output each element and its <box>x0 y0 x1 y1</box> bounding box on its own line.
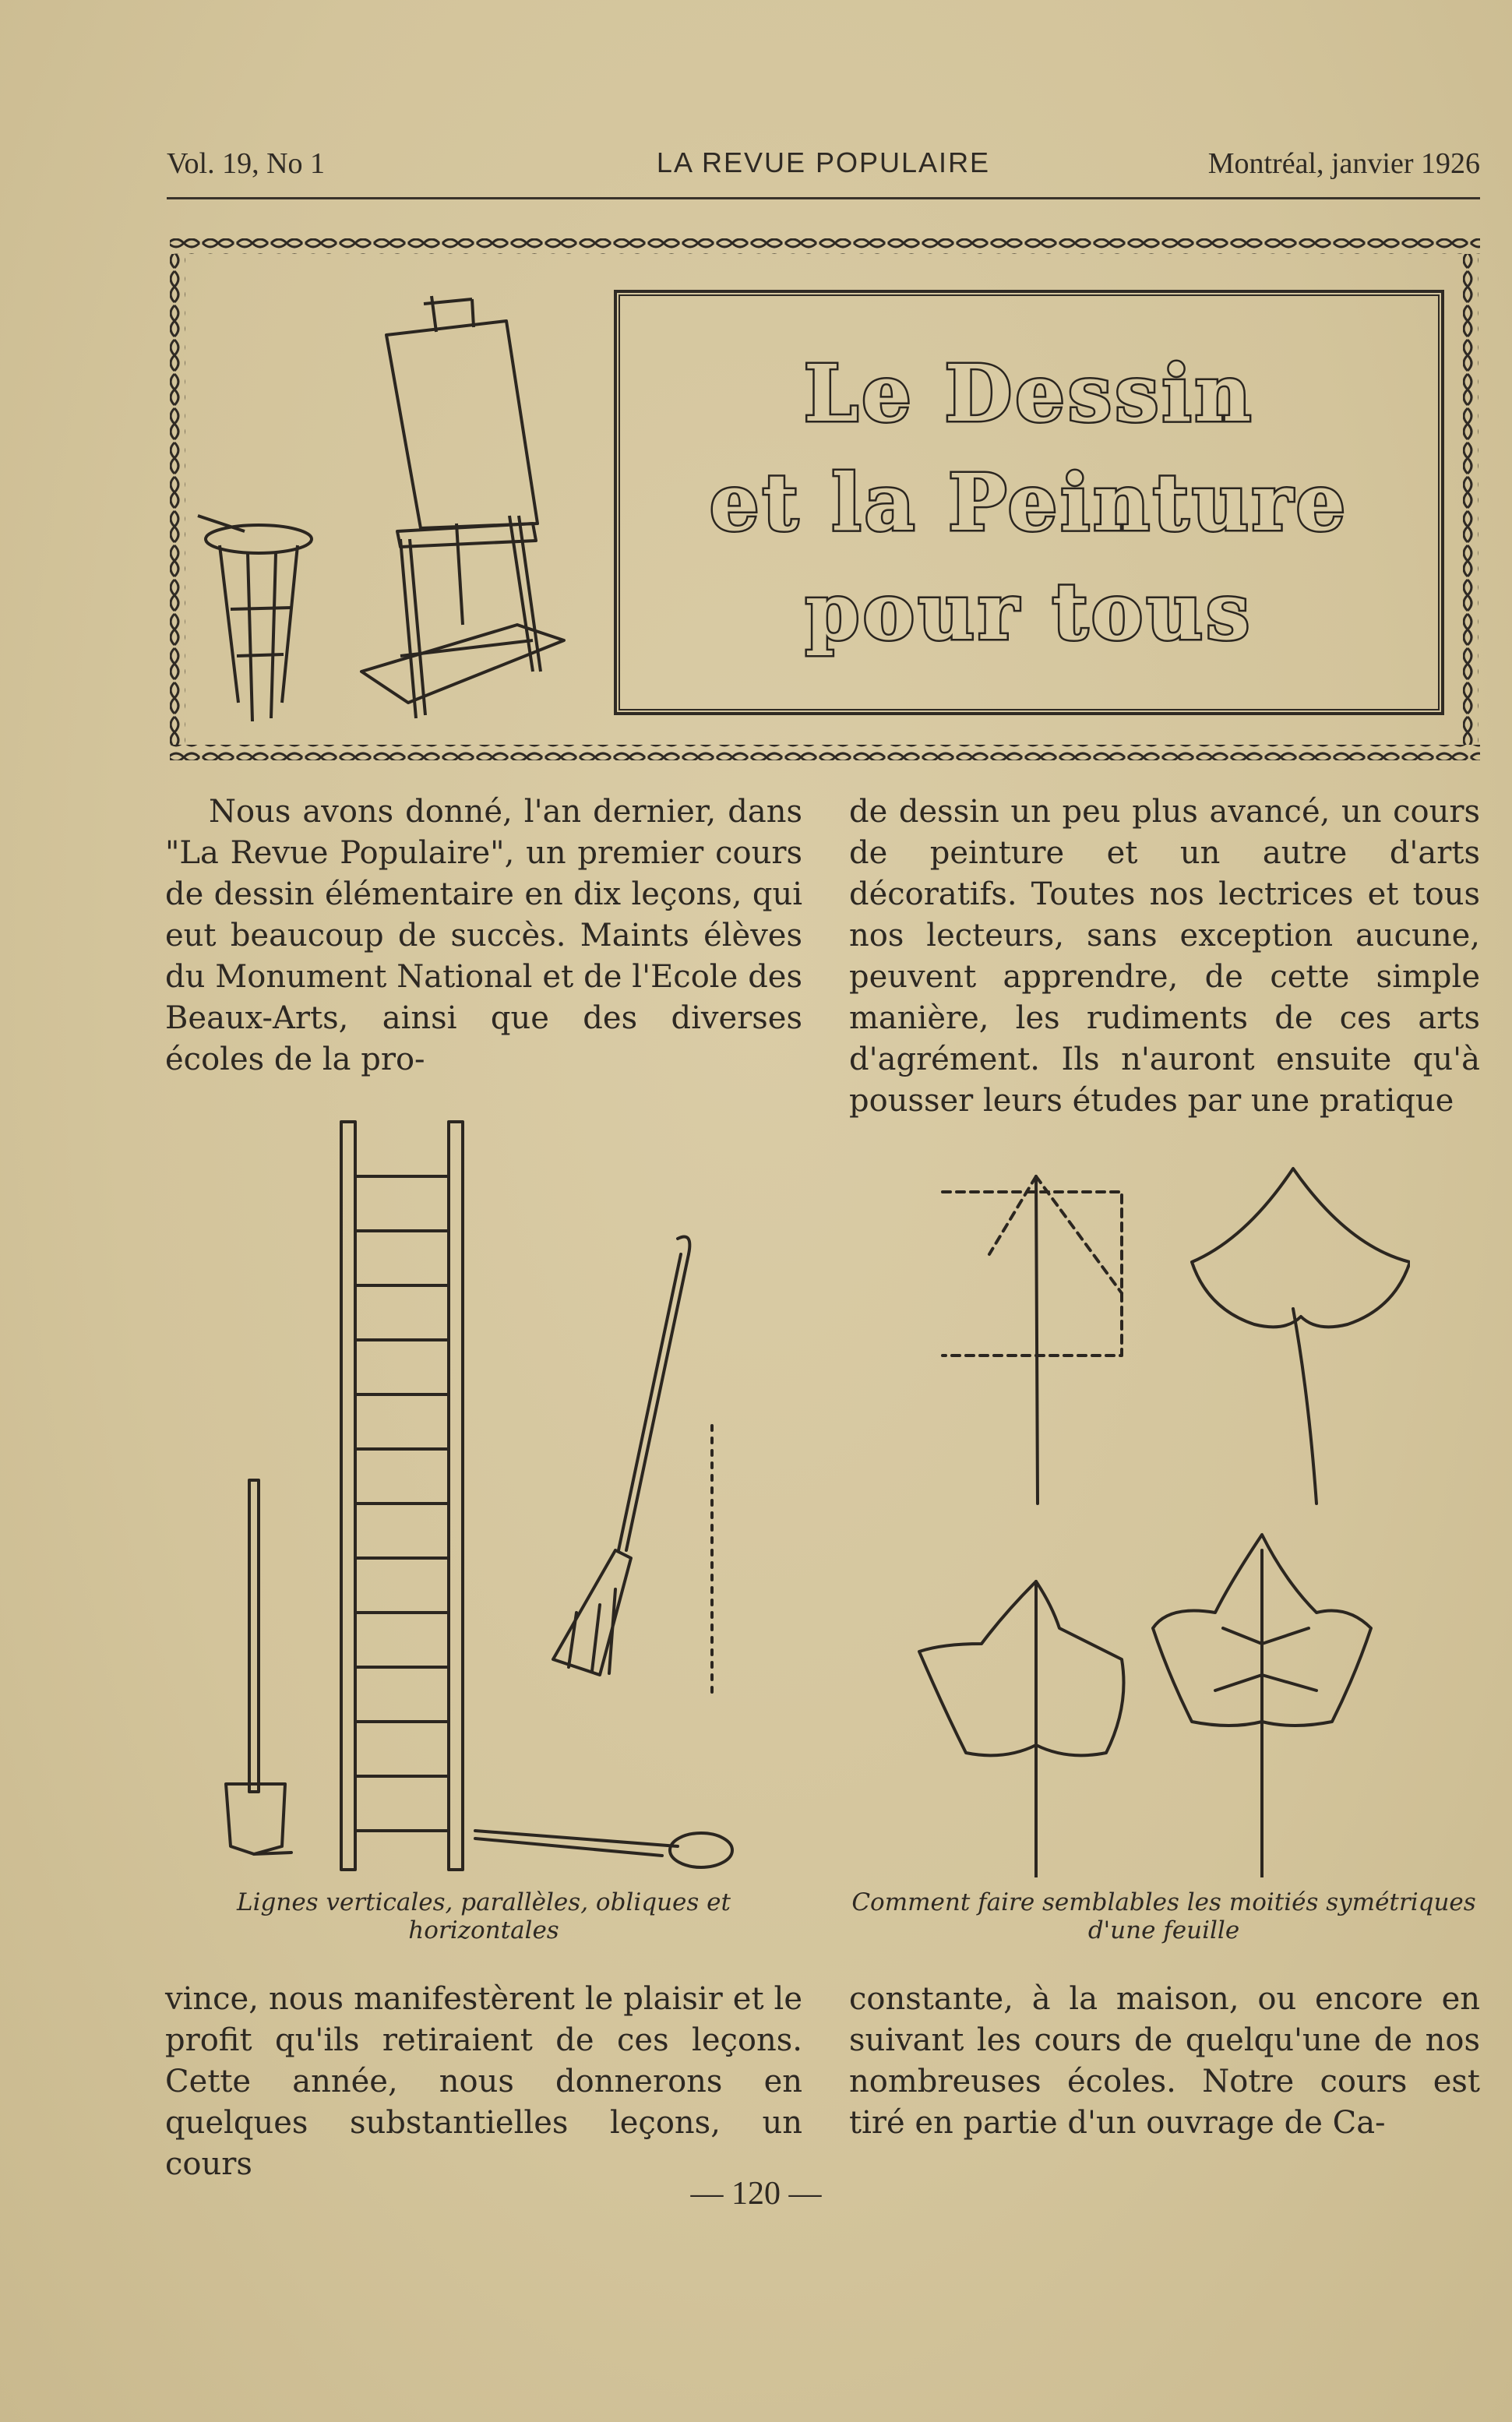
leaf-outline-3 <box>1153 1535 1371 1877</box>
place-date: Montréal, janvier 1926 <box>1207 147 1480 180</box>
spoon <box>475 1831 732 1867</box>
right-figure-caption: Comment faire semblables les moitiés symétriques d'une feuille <box>851 1888 1476 1944</box>
leaf-outline-1 <box>1192 1169 1410 1504</box>
leaves-illustration <box>896 1161 1410 1877</box>
spade <box>226 1480 291 1854</box>
leaf-outline-2 <box>919 1581 1124 1877</box>
page-number: — 120 — <box>690 2176 822 2212</box>
publication-title: LA REVUE POPULAIRE <box>656 146 991 178</box>
article-column-1-top <box>165 791 802 1081</box>
title-line-2: et la Peinture <box>709 457 1349 548</box>
paragraph: constante, à la maison, ou encore en suivant les cours de quelqu'une de nos nombreuses écoles. Notre cours est tiré en partie d'un ouvrage de Ca- <box>849 1981 1480 2141</box>
easel-illustration <box>198 296 564 721</box>
broom <box>553 1237 689 1676</box>
leaf-construction <box>943 1176 1122 1356</box>
article-column-2-top <box>849 791 1480 1122</box>
header-rule <box>167 197 1480 199</box>
article-column-1-bottom <box>165 1979 802 2185</box>
paragraph: vince, nous manifestèrent le plaisir et le profit qu'ils retiraient de ces leçons. Cette année, nous donnerons en quelques substantielles leçons, un cours <box>165 1981 802 2182</box>
title-line-1: Le Dessin <box>803 347 1255 439</box>
tools-illustration <box>210 1114 756 1877</box>
ladder <box>341 1122 463 1870</box>
leaf-construction-stem <box>1036 1176 1038 1504</box>
title-box <box>614 290 1444 715</box>
title-line-3: pour tous <box>805 566 1253 658</box>
running-head <box>167 146 1480 185</box>
paragraph: Nous avons donné, l'an dernier, dans "La Revue Populaire", un premier cours de dessin élémentaire en dix leçons, qui eut beaucoup de succès. Maints élèves du Monument National et de l'Ecole des Beaux-Arts, ainsi que des diverses écoles de la pro- <box>165 794 802 1077</box>
article-column-2-bottom <box>849 1979 1480 2144</box>
left-figure-caption: Lignes verticales, parallèles, obliques et horizontales <box>237 1888 731 1944</box>
paragraph: de dessin un peu plus avancé, un cours de peinture et un autre d'arts décoratifs. Toutes nos lectrices et tous nos lecteurs, sans exception aucune, peuvent apprendre, de cette simple manière, les rudiments de ces arts d'agrément. Ils n'auront ensuite qu'à pousser leurs études par une pratique <box>849 794 1480 1119</box>
volume-number: Vol. 19, No 1 <box>167 147 326 180</box>
